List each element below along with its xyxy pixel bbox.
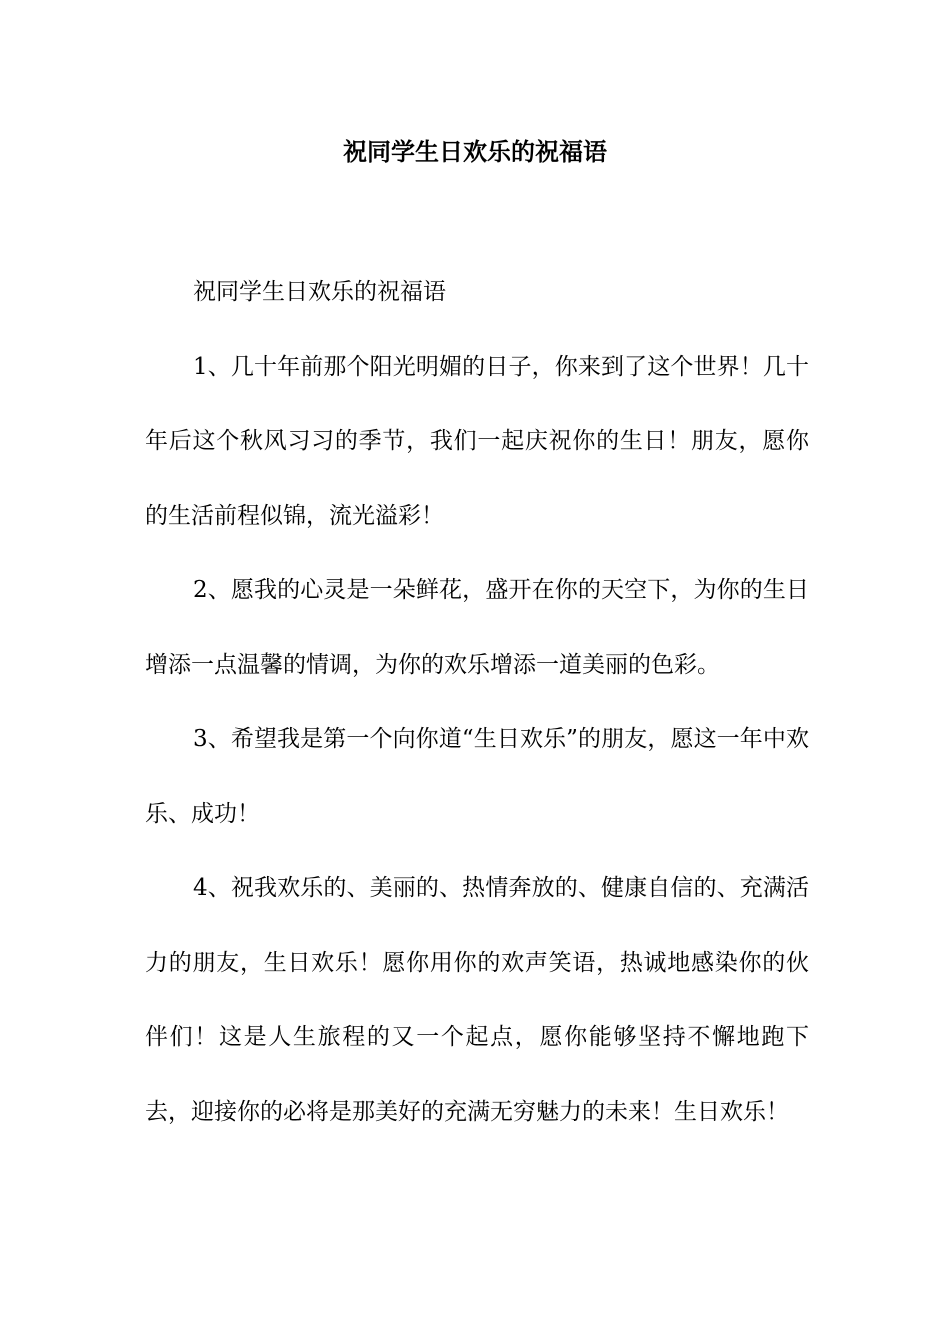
paragraph-wish-3: 3、希望我是第一个向你道“生日欢乐”的朋友，愿这一年中欢乐、成功！ bbox=[145, 726, 809, 827]
document-body bbox=[145, 255, 809, 1149]
paragraph-wish-1: 1、几十年前那个阳光明媚的日子，你来到了这个世界！几十年后这个秋风习习的季节，我们一起庆祝你的生日！朋友，愿你的生活前程似锦，流光溢彩！ bbox=[145, 353, 809, 529]
paragraph-subtitle: 祝同学生日欢乐的祝福语 bbox=[193, 279, 446, 305]
paragraph-wish-4: 4、祝我欢乐的、美丽的、热情奔放的、健康自信的、充满活力的朋友，生日欢乐！愿你用你的欢声笑语，热诚地感染你的伙伴们！这是人生旅程的又一个起点，愿你能够坚持不懈地跑下去，迎接你的必将是那美好的充满无穷魅力的未来！生日欢乐！ bbox=[145, 875, 809, 1125]
document-title: 祝同学生日欢乐的祝福语 bbox=[343, 137, 607, 166]
paragraph-wish-2: 2、愿我的心灵是一朵鲜花，盛开在你的天空下，为你的生日增添一点温馨的情调，为你的欢乐增添一道美丽的色彩。 bbox=[145, 577, 809, 678]
